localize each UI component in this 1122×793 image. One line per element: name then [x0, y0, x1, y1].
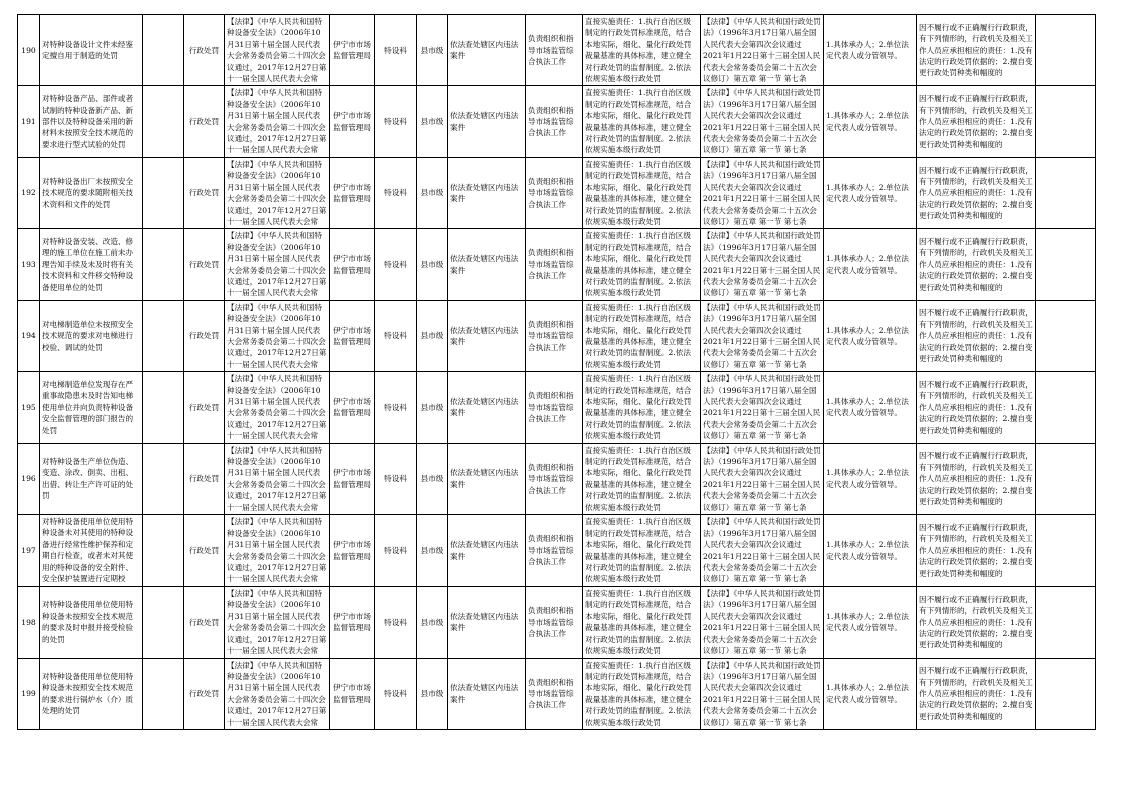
- department: 伊宁市市场监督管理局: [330, 515, 375, 587]
- item-name: 对特种设备安装、改造、修理的施工单位在施工前未办理告知手续及未及时将有关技术资料和文件移交特种设备使用单位的处罚: [40, 229, 143, 300]
- responsible-persons: 1.具体承办人；2.单位法定代表人或分管领导。: [824, 443, 917, 514]
- table-row: [18, 15, 1096, 86]
- admin-level: 县市级: [417, 658, 448, 729]
- enforcement-object: 依法查处辖区内违法案件: [448, 443, 526, 514]
- table-row: [18, 658, 1096, 729]
- duty-description: 负责组织和指导市场监管综合执法工作: [526, 86, 583, 157]
- handling-unit: 特设科: [375, 300, 417, 371]
- item-type: 行政处罚: [184, 229, 225, 300]
- blank-cell: [143, 86, 184, 157]
- responsible-persons: 1.具体承办人；2.单位法定代表人或分管领导。: [824, 587, 917, 658]
- table-row: [18, 229, 1096, 300]
- admin-level: 县市级: [417, 587, 448, 658]
- remarks-cell: [1036, 300, 1096, 371]
- admin-level: 县市级: [417, 86, 448, 157]
- accountability-conditions: 因不履行或不正确履行行政职责，有下列情形的，行政机关及相关工作人员应承担相应的责任：1.没有法定的行政处罚依据的；2.擅自变更行政处罚种类和幅度的: [917, 300, 1036, 371]
- admin-level: 县市级: [417, 229, 448, 300]
- duty-description: 负责组织和指导市场监管综合执法工作: [526, 443, 583, 514]
- item-type: 行政处罚: [184, 515, 225, 587]
- accountability-law: 【法律】《中华人民共和国行政处罚法》（1996年3月17日第八届全国人民代表大会第四次会议通过 2021年1月22日第十三届全国人民代表大会常务委员会第二十五次会议修订）第五章 第一节 第七条: [701, 372, 824, 443]
- department: 伊宁市市场监督管理局: [330, 86, 375, 157]
- handling-unit: 特设科: [375, 15, 417, 86]
- responsible-persons: 1.具体承办人；2.单位法定代表人或分管领导。: [824, 372, 917, 443]
- enforcement-object: 依法查处辖区内违法案件: [448, 587, 526, 658]
- accountability-law: 【法律】《中华人民共和国行政处罚法》（1996年3月17日第八届全国人民代表大会第四次会议通过 2021年1月22日第十三届全国人民代表大会常务委员会第二十五次会议修订）第五章 第一节 第七条: [701, 15, 824, 86]
- row-number: 194: [18, 300, 40, 371]
- enforcement-table: [17, 14, 1096, 730]
- accountability-conditions: 因不履行或不正确履行行政职责，有下列情形的，行政机关及相关工作人员应承担相应的责任：1.没有法定的行政处罚依据的；2.擅自变更行政处罚种类和幅度的: [917, 443, 1036, 514]
- row-number: 198: [18, 587, 40, 658]
- responsibility-text: 直接实施责任：1.执行自治区级制定的行政处罚标准规范，结合本地实际，细化、量化行政处罚裁量基准的具体标准，建立健全对行政处罚的监督制度。2.依法依规实施本级行政处罚: [583, 443, 701, 514]
- table-row: [18, 157, 1096, 228]
- duty-description: 负责组织和指导市场监管综合执法工作: [526, 372, 583, 443]
- legal-basis: 【法律】《中华人民共和国特种设备安全法》（2006年10月31日第十届全国人民代表大会常务委员会第二十四次会议通过，2017年12月27日第十一届全国人民代表大会常: [225, 86, 330, 157]
- accountability-conditions: 因不履行或不正确履行行政职责，有下列情形的，行政机关及相关工作人员应承担相应的责任：1.没有法定的行政处罚依据的；2.擅自变更行政处罚种类和幅度的: [917, 229, 1036, 300]
- responsible-persons: 1.具体承办人；2.单位法定代表人或分管领导。: [824, 86, 917, 157]
- duty-description: 负责组织和指导市场监管综合执法工作: [526, 15, 583, 86]
- blank-cell: [143, 587, 184, 658]
- table-row: [18, 372, 1096, 443]
- accountability-conditions: 因不履行或不正确履行行政职责，有下列情形的，行政机关及相关工作人员应承担相应的责任：1.没有法定的行政处罚依据的；2.擅自变更行政处罚种类和幅度的: [917, 515, 1036, 587]
- handling-unit: 特设科: [375, 86, 417, 157]
- remarks-cell: [1036, 443, 1096, 514]
- department: 伊宁市市场监督管理局: [330, 658, 375, 729]
- responsible-persons: 1.具体承办人；2.单位法定代表人或分管领导。: [824, 157, 917, 228]
- accountability-conditions: 因不履行或不正确履行行政职责，有下列情形的，行政机关及相关工作人员应承担相应的责任：1.没有法定的行政处罚依据的；2.擅自变更行政处罚种类和幅度的: [917, 15, 1036, 86]
- responsible-persons: 1.具体承办人；2.单位法定代表人或分管领导。: [824, 515, 917, 587]
- enforcement-object: 依法查处辖区内违法案件: [448, 15, 526, 86]
- row-number: 192: [18, 157, 40, 228]
- handling-unit: 特设科: [375, 587, 417, 658]
- accountability-law: 【法律】《中华人民共和国行政处罚法》（1996年3月17日第八届全国人民代表大会第四次会议通过 2021年1月22日第十三届全国人民代表大会常务委员会第二十五次会议修订）第五章 第一节 第七条: [701, 157, 824, 228]
- enforcement-object: 依法查处辖区内违法案件: [448, 658, 526, 729]
- item-name: 对特种设备产品、部件或者试制的特种设备新产品、新部件以及特种设备采用的新材料未按照安全技术规范的要求进行型式试验的处罚: [40, 86, 143, 157]
- duty-description: 负责组织和指导市场监管综合执法工作: [526, 658, 583, 729]
- row-number: 193: [18, 229, 40, 300]
- responsible-persons: 1.具体承办人；2.单位法定代表人或分管领导。: [824, 658, 917, 729]
- row-number: 191: [18, 86, 40, 157]
- responsibility-text: 直接实施责任：1.执行自治区级制定的行政处罚标准规范，结合本地实际，细化、量化行政处罚裁量基准的具体标准，建立健全对行政处罚的监督制度。2.依法依规实施本级行政处罚: [583, 515, 701, 587]
- admin-level: 县市级: [417, 15, 448, 86]
- item-name: 对特种设备使用单位使用特种设备未按照安全技术规范的要求及时申报并接受检验的处罚: [40, 587, 143, 658]
- duty-description: 负责组织和指导市场监管综合执法工作: [526, 157, 583, 228]
- enforcement-object: 依法查处辖区内违法案件: [448, 157, 526, 228]
- remarks-cell: [1036, 587, 1096, 658]
- legal-basis: 【法律】《中华人民共和国特种设备安全法》（2006年10月31日第十届全国人民代表大会常务委员会第二十四次会议通过，2017年12月27日第十一届全国人民代表大会常: [225, 15, 330, 86]
- legal-basis: 【法律】《中华人民共和国特种设备安全法》（2006年10月31日第十届全国人民代表大会常务委员会第二十四次会议通过，2017年12月27日第十一届全国人民代表大会常: [225, 587, 330, 658]
- admin-level: 县市级: [417, 515, 448, 587]
- accountability-conditions: 因不履行或不正确履行行政职责，有下列情形的，行政机关及相关工作人员应承担相应的责任：1.没有法定的行政处罚依据的；2.擅自变更行政处罚种类和幅度的: [917, 372, 1036, 443]
- accountability-law: 【法律】《中华人民共和国行政处罚法》（1996年3月17日第八届全国人民代表大会第四次会议通过 2021年1月22日第十三届全国人民代表大会常务委员会第二十五次会议修订）第五章 第一节 第七条: [701, 658, 824, 729]
- responsible-persons: 1.具体承办人；2.单位法定代表人或分管领导。: [824, 229, 917, 300]
- responsible-persons: 1.具体承办人；2.单位法定代表人或分管领导。: [824, 300, 917, 371]
- department: 伊宁市市场监督管理局: [330, 443, 375, 514]
- accountability-law: 【法律】《中华人民共和国行政处罚法》（1996年3月17日第八届全国人民代表大会第四次会议通过 2021年1月22日第十三届全国人民代表大会常务委员会第二十五次会议修订）第五章 第一节 第七条: [701, 515, 824, 587]
- blank-cell: [143, 372, 184, 443]
- legal-basis: 【法律】《中华人民共和国特种设备安全法》（2006年10月31日第十届全国人民代表大会常务委员会第二十四次会议通过，2017年12月27日第十一届全国人民代表大会常: [225, 515, 330, 587]
- responsible-persons: 1.具体承办人；2.单位法定代表人或分管领导。: [824, 15, 917, 86]
- accountability-conditions: 因不履行或不正确履行行政职责，有下列情形的，行政机关及相关工作人员应承担相应的责任：1.没有法定的行政处罚依据的；2.擅自变更行政处罚种类和幅度的: [917, 86, 1036, 157]
- legal-basis: 【法律】《中华人民共和国特种设备安全法》（2006年10月31日第十届全国人民代表大会常务委员会第二十四次会议通过，2017年12月27日第十一届全国人民代表大会常: [225, 658, 330, 729]
- item-type: 行政处罚: [184, 86, 225, 157]
- item-type: 行政处罚: [184, 443, 225, 514]
- blank-cell: [143, 300, 184, 371]
- department: 伊宁市市场监督管理局: [330, 587, 375, 658]
- accountability-law: 【法律】《中华人民共和国行政处罚法》（1996年3月17日第八届全国人民代表大会第四次会议通过 2021年1月22日第十三届全国人民代表大会常务委员会第二十五次会议修订）第五章 第一节 第七条: [701, 443, 824, 514]
- enforcement-object: 依法查处辖区内违法案件: [448, 86, 526, 157]
- enforcement-object: 依法查处辖区内违法案件: [448, 229, 526, 300]
- item-name: 对特种设备出厂未按照安全技术规范的要求随附相关技术资料和文件的处罚: [40, 157, 143, 228]
- enforcement-object: 依法查处辖区内违法案件: [448, 300, 526, 371]
- handling-unit: 特设科: [375, 658, 417, 729]
- handling-unit: 特设科: [375, 229, 417, 300]
- table-row: [18, 587, 1096, 658]
- admin-level: 县市级: [417, 157, 448, 228]
- duty-description: 负责组织和指导市场监管综合执法工作: [526, 515, 583, 587]
- item-type: 行政处罚: [184, 157, 225, 228]
- row-number: 195: [18, 372, 40, 443]
- department: 伊宁市市场监督管理局: [330, 300, 375, 371]
- accountability-conditions: 因不履行或不正确履行行政职责，有下列情形的，行政机关及相关工作人员应承担相应的责任：1.没有法定的行政处罚依据的；2.擅自变更行政处罚种类和幅度的: [917, 658, 1036, 729]
- legal-basis: 【法律】《中华人民共和国特种设备安全法》（2006年10月31日第十届全国人民代表大会常务委员会第二十四次会议通过，2017年12月27日第十一届全国人民代表大会常: [225, 443, 330, 514]
- accountability-law: 【法律】《中华人民共和国行政处罚法》（1996年3月17日第八届全国人民代表大会第四次会议通过 2021年1月22日第十三届全国人民代表大会常务委员会第二十五次会议修订）第五章 第一节 第七条: [701, 86, 824, 157]
- blank-cell: [143, 157, 184, 228]
- accountability-law: 【法律】《中华人民共和国行政处罚法》（1996年3月17日第八届全国人民代表大会第四次会议通过 2021年1月22日第十三届全国人民代表大会常务委员会第二十五次会议修订）第五章 第一节 第七条: [701, 587, 824, 658]
- table-row: [18, 300, 1096, 371]
- row-number: 190: [18, 15, 40, 86]
- legal-basis: 【法律】《中华人民共和国特种设备安全法》（2006年10月31日第十届全国人民代表大会常务委员会第二十四次会议通过，2017年12月27日第十一届全国人民代表大会常: [225, 300, 330, 371]
- table-row: [18, 86, 1096, 157]
- accountability-conditions: 因不履行或不正确履行行政职责，有下列情形的，行政机关及相关工作人员应承担相应的责任：1.没有法定的行政处罚依据的；2.擅自变更行政处罚种类和幅度的: [917, 587, 1036, 658]
- item-name: 对特种设备使用单位使用特种设备未对其使用的特种设备进行经常性维护保养和定期自行检查，或者未对其使用的特种设备的安全附件、安全保护装置进行定期校: [40, 515, 143, 587]
- department: 伊宁市市场监督管理局: [330, 157, 375, 228]
- row-number: 196: [18, 443, 40, 514]
- item-type: 行政处罚: [184, 372, 225, 443]
- duty-description: 负责组织和指导市场监管综合执法工作: [526, 587, 583, 658]
- item-name: 对特种设备设计文件未经鉴定擅自用于制造的处罚: [40, 15, 143, 86]
- row-number: 197: [18, 515, 40, 587]
- item-name: 对特种设备使用单位使用特种设备未按照安全技术规范的要求进行锅炉水（介）质处理的处罚: [40, 658, 143, 729]
- remarks-cell: [1036, 515, 1096, 587]
- item-name: 对电梯制造单位发现存在严重事故隐患未及时告知电梯使用单位并向负责特种设备安全监督管理的部门报告的处罚: [40, 372, 143, 443]
- admin-level: 县市级: [417, 372, 448, 443]
- responsibility-text: 直接实施责任：1.执行自治区级制定的行政处罚标准规范，结合本地实际，细化、量化行政处罚裁量基准的具体标准，建立健全对行政处罚的监督制度。2.依法依规实施本级行政处罚: [583, 587, 701, 658]
- table-row: [18, 443, 1096, 514]
- remarks-cell: [1036, 15, 1096, 86]
- handling-unit: 特设科: [375, 515, 417, 587]
- remarks-cell: [1036, 372, 1096, 443]
- blank-cell: [143, 658, 184, 729]
- blank-cell: [143, 443, 184, 514]
- enforcement-object: 依法查处辖区内违法案件: [448, 515, 526, 587]
- department: 伊宁市市场监督管理局: [330, 372, 375, 443]
- responsibility-text: 直接实施责任：1.执行自治区级制定的行政处罚标准规范，结合本地实际，细化、量化行政处罚裁量基准的具体标准，建立健全对行政处罚的监督制度。2.依法依规实施本级行政处罚: [583, 372, 701, 443]
- item-type: 行政处罚: [184, 587, 225, 658]
- handling-unit: 特设科: [375, 372, 417, 443]
- handling-unit: 特设科: [375, 443, 417, 514]
- admin-level: 县市级: [417, 443, 448, 514]
- accountability-law: 【法律】《中华人民共和国行政处罚法》（1996年3月17日第八届全国人民代表大会第四次会议通过 2021年1月22日第十三届全国人民代表大会常务委员会第二十五次会议修订）第五章 第一节 第七条: [701, 300, 824, 371]
- remarks-cell: [1036, 658, 1096, 729]
- responsibility-text: 直接实施责任：1.执行自治区级制定的行政处罚标准规范，结合本地实际，细化、量化行政处罚裁量基准的具体标准，建立健全对行政处罚的监督制度。2.依法依规实施本级行政处罚: [583, 86, 701, 157]
- department: 伊宁市市场监督管理局: [330, 229, 375, 300]
- department: 伊宁市市场监督管理局: [330, 15, 375, 86]
- remarks-cell: [1036, 86, 1096, 157]
- blank-cell: [143, 515, 184, 587]
- remarks-cell: [1036, 229, 1096, 300]
- admin-level: 县市级: [417, 300, 448, 371]
- accountability-conditions: 因不履行或不正确履行行政职责，有下列情形的，行政机关及相关工作人员应承担相应的责任：1.没有法定的行政处罚依据的；2.擅自变更行政处罚种类和幅度的: [917, 157, 1036, 228]
- blank-cell: [143, 15, 184, 86]
- table-row: [18, 515, 1096, 587]
- item-name: 对电梯制造单位未按照安全技术规范的要求对电梯进行校验、调试的处罚: [40, 300, 143, 371]
- responsibility-text: 直接实施责任：1.执行自治区级制定的行政处罚标准规范，结合本地实际，细化、量化行政处罚裁量基准的具体标准，建立健全对行政处罚的监督制度。2.依法依规实施本级行政处罚: [583, 658, 701, 729]
- enforcement-object: 依法查处辖区内违法案件: [448, 372, 526, 443]
- handling-unit: 特设科: [375, 157, 417, 228]
- duty-description: 负责组织和指导市场监管综合执法工作: [526, 300, 583, 371]
- row-number: 199: [18, 658, 40, 729]
- item-type: 行政处罚: [184, 15, 225, 86]
- item-name: 对特种设备生产单位伪造、变造、涂改、倒卖、出租、出借、转让生产许可证的处罚: [40, 443, 143, 514]
- item-type: 行政处罚: [184, 300, 225, 371]
- remarks-cell: [1036, 157, 1096, 228]
- responsibility-text: 直接实施责任：1.执行自治区级制定的行政处罚标准规范，结合本地实际，细化、量化行政处罚裁量基准的具体标准，建立健全对行政处罚的监督制度。2.依法依规实施本级行政处罚: [583, 300, 701, 371]
- item-type: 行政处罚: [184, 658, 225, 729]
- responsibility-text: 直接实施责任：1.执行自治区级制定的行政处罚标准规范，结合本地实际，细化、量化行政处罚裁量基准的具体标准，建立健全对行政处罚的监督制度。2.依法依规实施本级行政处罚: [583, 157, 701, 228]
- legal-basis: 【法律】《中华人民共和国特种设备安全法》（2006年10月31日第十届全国人民代表大会常务委员会第二十四次会议通过，2017年12月27日第十一届全国人民代表大会常: [225, 229, 330, 300]
- responsibility-text: 直接实施责任：1.执行自治区级制定的行政处罚标准规范，结合本地实际，细化、量化行政处罚裁量基准的具体标准，建立健全对行政处罚的监督制度。2.依法依规实施本级行政处罚: [583, 15, 701, 86]
- responsibility-text: 直接实施责任：1.执行自治区级制定的行政处罚标准规范，结合本地实际，细化、量化行政处罚裁量基准的具体标准，建立健全对行政处罚的监督制度。2.依法依规实施本级行政处罚: [583, 229, 701, 300]
- legal-basis: 【法律】《中华人民共和国特种设备安全法》（2006年10月31日第十届全国人民代表大会常务委员会第二十四次会议通过，2017年12月27日第十一届全国人民代表大会常: [225, 157, 330, 228]
- duty-description: 负责组织和指导市场监管综合执法工作: [526, 229, 583, 300]
- legal-basis: 【法律】《中华人民共和国特种设备安全法》（2006年10月31日第十届全国人民代表大会常务委员会第二十四次会议通过，2017年12月27日第十一届全国人民代表大会常: [225, 372, 330, 443]
- accountability-law: 【法律】《中华人民共和国行政处罚法》（1996年3月17日第八届全国人民代表大会第四次会议通过 2021年1月22日第十三届全国人民代表大会常务委员会第二十五次会议修订）第五章 第一节 第七条: [701, 229, 824, 300]
- blank-cell: [143, 229, 184, 300]
